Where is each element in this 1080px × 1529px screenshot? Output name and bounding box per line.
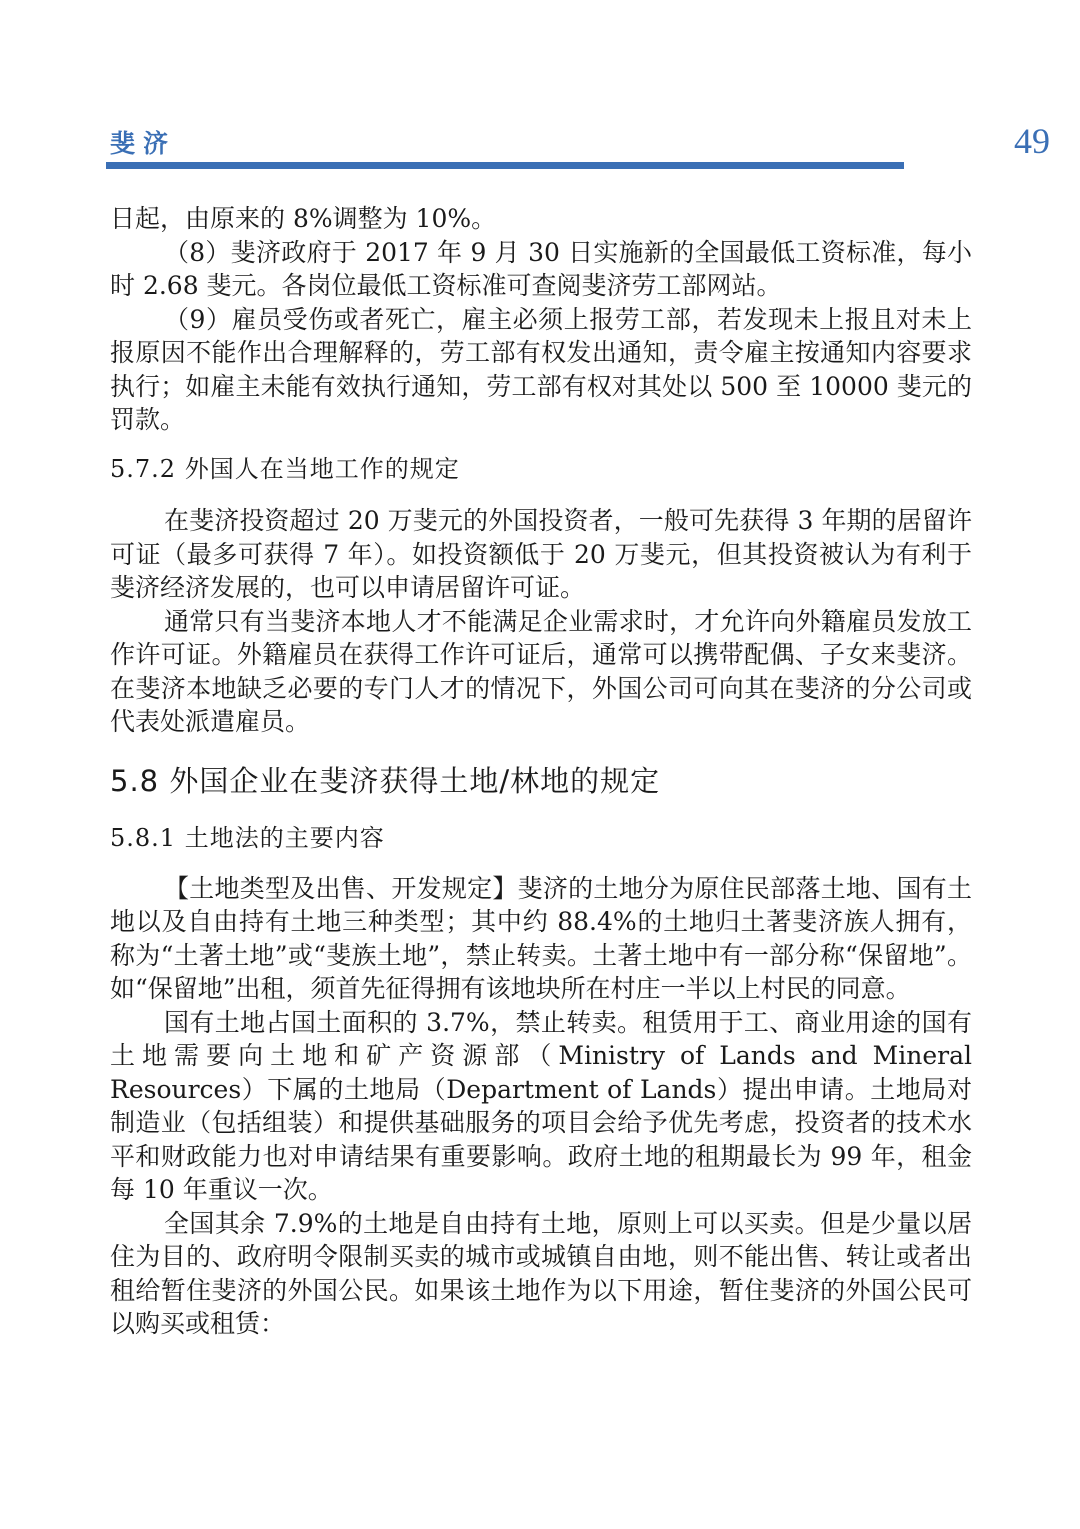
paragraph-item-8: （8）斐济政府于 2017 年 9 月 30 日实施新的全国最低工资标准，每小时 2.68 斐元。各岗位最低工资标准可查阅斐济劳工部网站。 [110,237,972,300]
section-heading-5-8-1: 5.8.1 土地法的主要内容 [110,824,385,852]
paragraph-item-9: （9）雇员受伤或者死亡，雇主必须上报劳工部，若发现未上报且对未上报原因不能作出合理解释的，劳工部有权发出通知，责令雇主按通知内容要求执行；如雇主未能有效执行通知，劳工部有权对其处以 500 至 10000 斐元的罚款。 [110,304,972,434]
running-head: 斐济 [110,129,177,158]
paragraph-continuation: 日起，由原来的 8%调整为 10%。 [110,204,497,233]
paragraph-state-land: 国有土地占国土面积的 3.7%，禁止转卖。租赁用于工、商业用途的国有土地需要向土地和矿产资源部（Ministry of Lands and Mineral Resources）下属的土地局（Department of Lands）提出申请。土地局对制造业（包括组装）和提供基础服务的项目会给予优先考虑，投资者的技术水平和财政能力也对申请结果有重要影响。政府土地的租期最长为 99 年，租金每 10 年重议一次。 [110,1007,972,1204]
header-rule [106,162,904,169]
page-number: 49 [1014,121,1050,161]
paragraph-work-permit: 通常只有当斐济本地人才不能满足企业需求时，才允许向外籍雇员发放工作许可证。外籍雇员在获得工作许可证后，通常可以携带配偶、子女来斐济。在斐济本地缺乏必要的专门人才的情况下，外国公司可向其在斐济的分公司或代表处派遣雇员。 [110,606,972,736]
paragraph-land-types: 【土地类型及出售、开发规定】斐济的土地分为原住民部落土地、国有土地以及自由持有土地三种类型；其中约 88.4%的土地归土著斐济族人拥有，称为“土著土地”或“斐族土地”，禁止转卖。土著土地中有一部分称“保留地”。如“保留地”出租，须首先征得拥有该地块所在村庄一半以上村民的同意。 [110,873,972,1003]
section-heading-5-7-2: 5.7.2 外国人在当地工作的规定 [110,454,460,483]
paragraph-residence-permit: 在斐济投资超过 20 万斐元的外国投资者，一般可先获得 3 年期的居留许可证（最多可获得 7 年）。如投资额低于 20 万斐元，但其投资被认为有利于斐济经济发展的，也可以申请居留许可证。 [110,506,972,602]
page-body [110,202,972,1341]
paragraph-freehold-land: 全国其余 7.9%的土地是自由持有土地，原则上可以买卖。但是少量以居住为目的、政府明令限制买卖的城市或城镇自由地，则不能出售、转让或者出租给暂住斐济的外国公民。如果该土地作为以下用途，暂住斐济的外国公民可以购买或租赁： [110,1208,972,1338]
section-heading-5-8: 5.8 外国企业在斐济获得土地/林地的规定 [110,763,661,798]
